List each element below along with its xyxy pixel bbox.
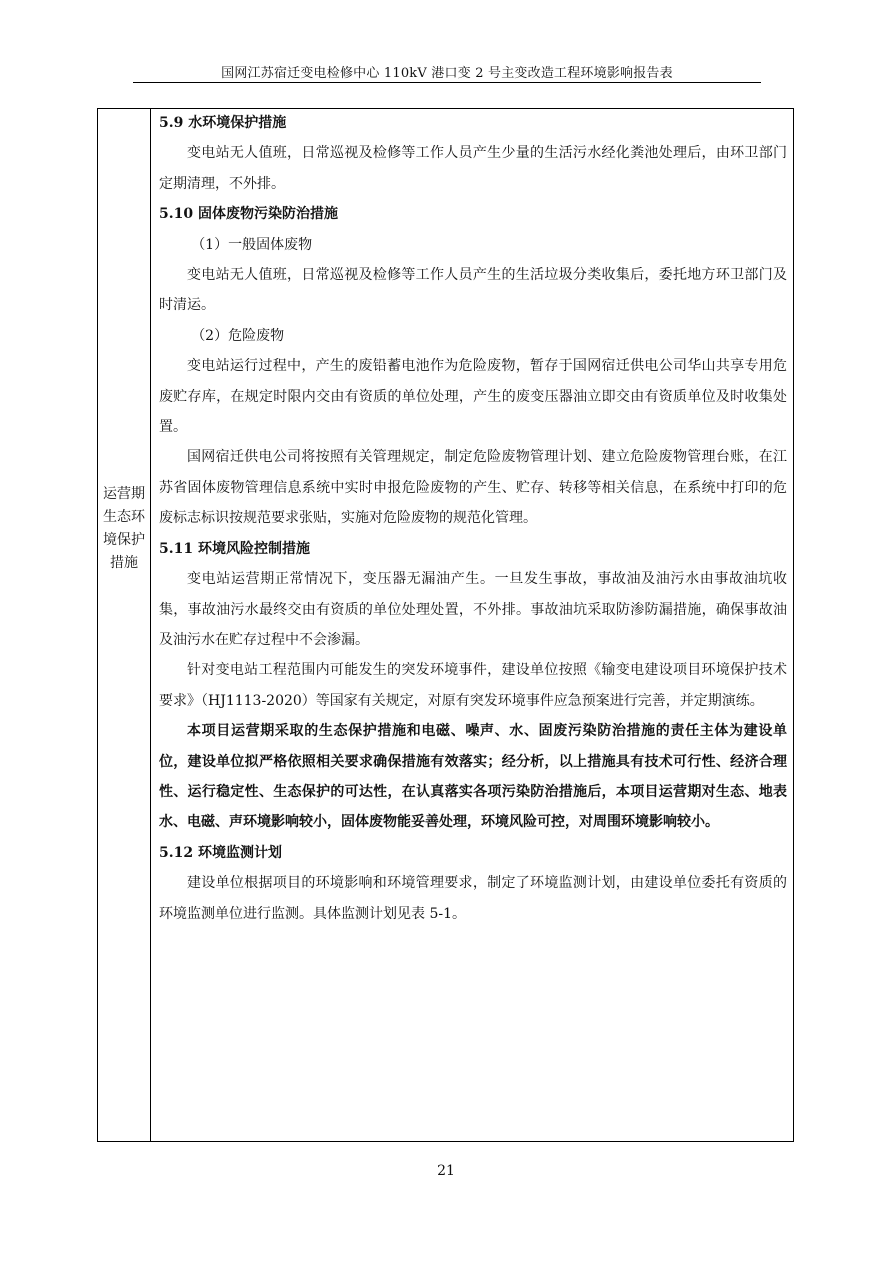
paragraph: 变电站无人值班，日常巡视及检修等工作人员产生少量的生活污水经化粪池处理后，由环卫部门定期清理，不外排。 [159, 145, 787, 192]
section-heading-5-11: 5.11 环境风险控制措施 [159, 540, 310, 557]
column-divider [150, 108, 151, 1142]
page-header: 国网江苏宿迁变电检修中心 110kV 港口变 2 号主变改造工程环境影响报告表 [221, 66, 673, 81]
content-cell [159, 108, 787, 929]
section-heading-5-10: 5.10 固体废物污染防治措施 [159, 206, 338, 223]
side-label-cell: 运营期生态环境保护措施 [103, 486, 145, 571]
section-heading-5-9: 5.9 水环境保护措施 [159, 115, 287, 131]
paragraph: 建设单位根据项目的环境影响和环境管理要求，制定了环境监测计划，由建设单位委托有资质的环境监测单位进行监测。具体监测计划见表 5-1。 [159, 875, 787, 922]
page-number: 21 [437, 1163, 455, 1179]
paragraph: 变电站运营期正常情况下，变压器无漏油产生。一旦发生事故，事故油及油污水由事故油坑收集，事故油污水最终交由有资质的单位处理处置，不外排。事故油坑采取防渗防漏措施，确保事故油及油污水在贮存过程中不会渗漏。 [159, 571, 787, 648]
paragraph: 国网宿迁供电公司将按照有关管理规定，制定危险废物管理计划、建立危险废物管理台账，在江苏省固体废物管理信息系统中实时申报危险废物的产生、贮存、转移等相关信息，在系统中打印的危废标志标识按规范要求张贴，实施对危险废物的规范化管理。 [159, 449, 787, 527]
header-rule [133, 82, 761, 83]
bold-conclusion-paragraph: 本项目运营期采取的生态保护措施和电磁、噪声、水、固废污染防治措施的责任主体为建设单位，建设单位拟严格依照相关要求确保措施有效落实；经分析，以上措施具有技术可行性、经济合理性、运行稳定性、生态保护的可达性，在认真落实各项污染防治措施后，本项目运营期对生态、地表水、电磁、声环境影响较小，固体废物能妥善处理，环境风险可控，对周围环境影响较小。 [159, 723, 787, 831]
paragraph: 变电站无人值班，日常巡视及检修等工作人员产生的生活垃圾分类收集后，委托地方环卫部门及时清运。 [159, 267, 787, 314]
paragraph: 变电站运行过程中，产生的废铅蓄电池作为危险废物，暂存于国网宿迁供电公司华山共享专用危废贮存库，在规定时限内交由有资质的单位处理，产生的废变压器油立即交由有资质单位及时收集处置。 [159, 358, 787, 436]
subheading-hazardous-waste: （2）危险废物 [191, 327, 285, 344]
subheading-general-waste: （1）一般固体废物 [191, 236, 313, 253]
paragraph: 针对变电站工程范围内可能发生的突发环境事件，建设单位按照《输变电建设项目环境保护技术要求》（HJ1113-2020）等国家有关规定，对原有突发环境事件应急预案进行完善，并定期演练。 [159, 662, 787, 709]
section-heading-5-12: 5.12 环境监测计划 [159, 844, 282, 861]
